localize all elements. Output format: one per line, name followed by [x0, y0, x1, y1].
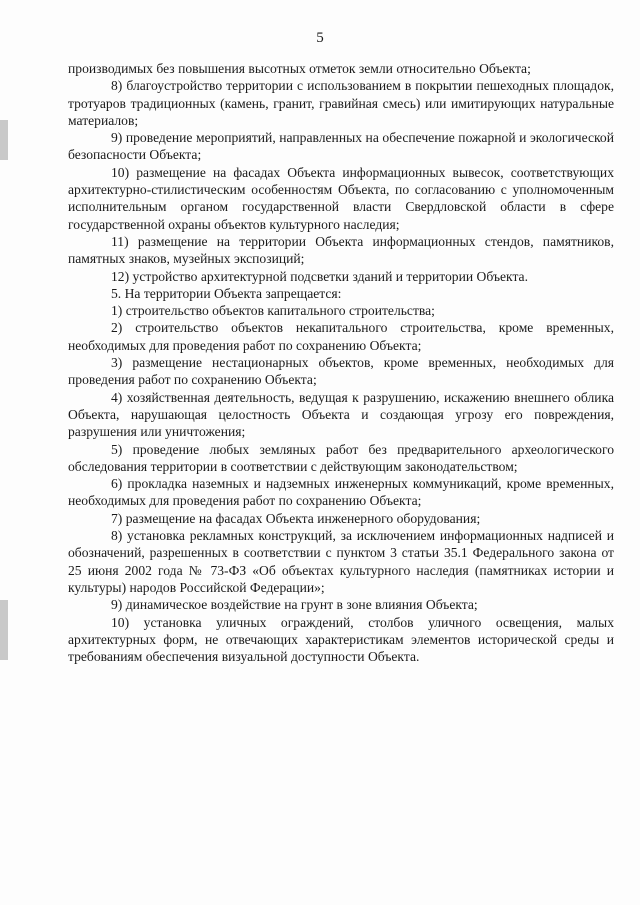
section-heading: 5. На территории Объекта запрещается:: [111, 285, 342, 301]
paragraph: 9) проведение мероприятий, направленных на обеспечение пожарной и экологической безопасности Объекта;: [68, 130, 614, 163]
paragraph: 7) размещение на фасадах Объекта инженерного оборудования;: [111, 510, 481, 526]
scan-edge-mark: [0, 600, 8, 660]
paragraph: производимых без повышения высотных отметок земли относительно Объекта;: [68, 61, 531, 76]
paragraph: 8) установка рекламных конструкций, за исключением информационных надписей и обозначений, разрешенных в соответствии с пунктом 3 статьи 35.1 Федерального закона от 25 июня 2002 года № 73-ФЗ «Об объектах культурного наследия (памятниках истории и культуры) народов Российской Федерации»;: [68, 528, 614, 595]
paragraph: 6) прокладка наземных и надземных инженерных коммуникаций, кроме временных, необходимых для проведения работ по сохранению Объекта;: [68, 476, 614, 509]
paragraph: 8) благоустройство территории с использованием в покрытии пешеходных площадок, тротуаров традиционных (камень, гранит, гравийная смесь) или имитирующих натуральные материалов;: [68, 78, 614, 128]
paragraph: 2) строительство объектов некапитального строительства, кроме временных, необходимых для проведения работ по сохранению Объекта;: [68, 320, 614, 353]
document-body: [68, 60, 614, 665]
paragraph: 1) строительство объектов капитального строительства;: [111, 303, 435, 319]
paragraph: 9) динамическое воздействие на грунт в зоне влияния Объекта;: [111, 597, 478, 613]
scan-edge-mark: [0, 120, 8, 160]
paragraph: 10) размещение на фасадах Объекта информационных вывесок, соответствующих архитектурно-стилистическим особенностям Объекта, по согласованию с уполномоченным исполнительным органом государственной власти Свердловской области в сфере государственной охраны объектов культурного наследия;: [68, 164, 614, 232]
paragraph: 10) установка уличных ограждений, столбов уличного освещения, малых архитектурных форм, не отвечающих характеристикам элементов исторической среды и требованиям обеспечения визуальной доступности Объекта.: [68, 614, 614, 665]
paragraph: 4) хозяйственная деятельность, ведущая к разрушению, искажению внешнего облика Объекта, нарушающая целостность Объекта и создающая угрозу его повреждения, разрушения или уничтожения;: [68, 389, 614, 440]
paragraph: 3) размещение нестационарных объектов, кроме временных, необходимых для проведения работ по сохранению Объекта;: [68, 355, 614, 388]
paragraph: 12) устройство архитектурной подсветки зданий и территории Объекта.: [111, 268, 528, 284]
paragraph: 11) размещение на территории Объекта информационных стендов, памятников, памятных знаков, музейных экспозиций;: [68, 233, 614, 267]
page-number: 5: [316, 30, 324, 46]
paragraph: 5) проведение любых земляных работ без предварительного археологического обследования территории в соответствии с действующим законодательством;: [68, 441, 614, 474]
